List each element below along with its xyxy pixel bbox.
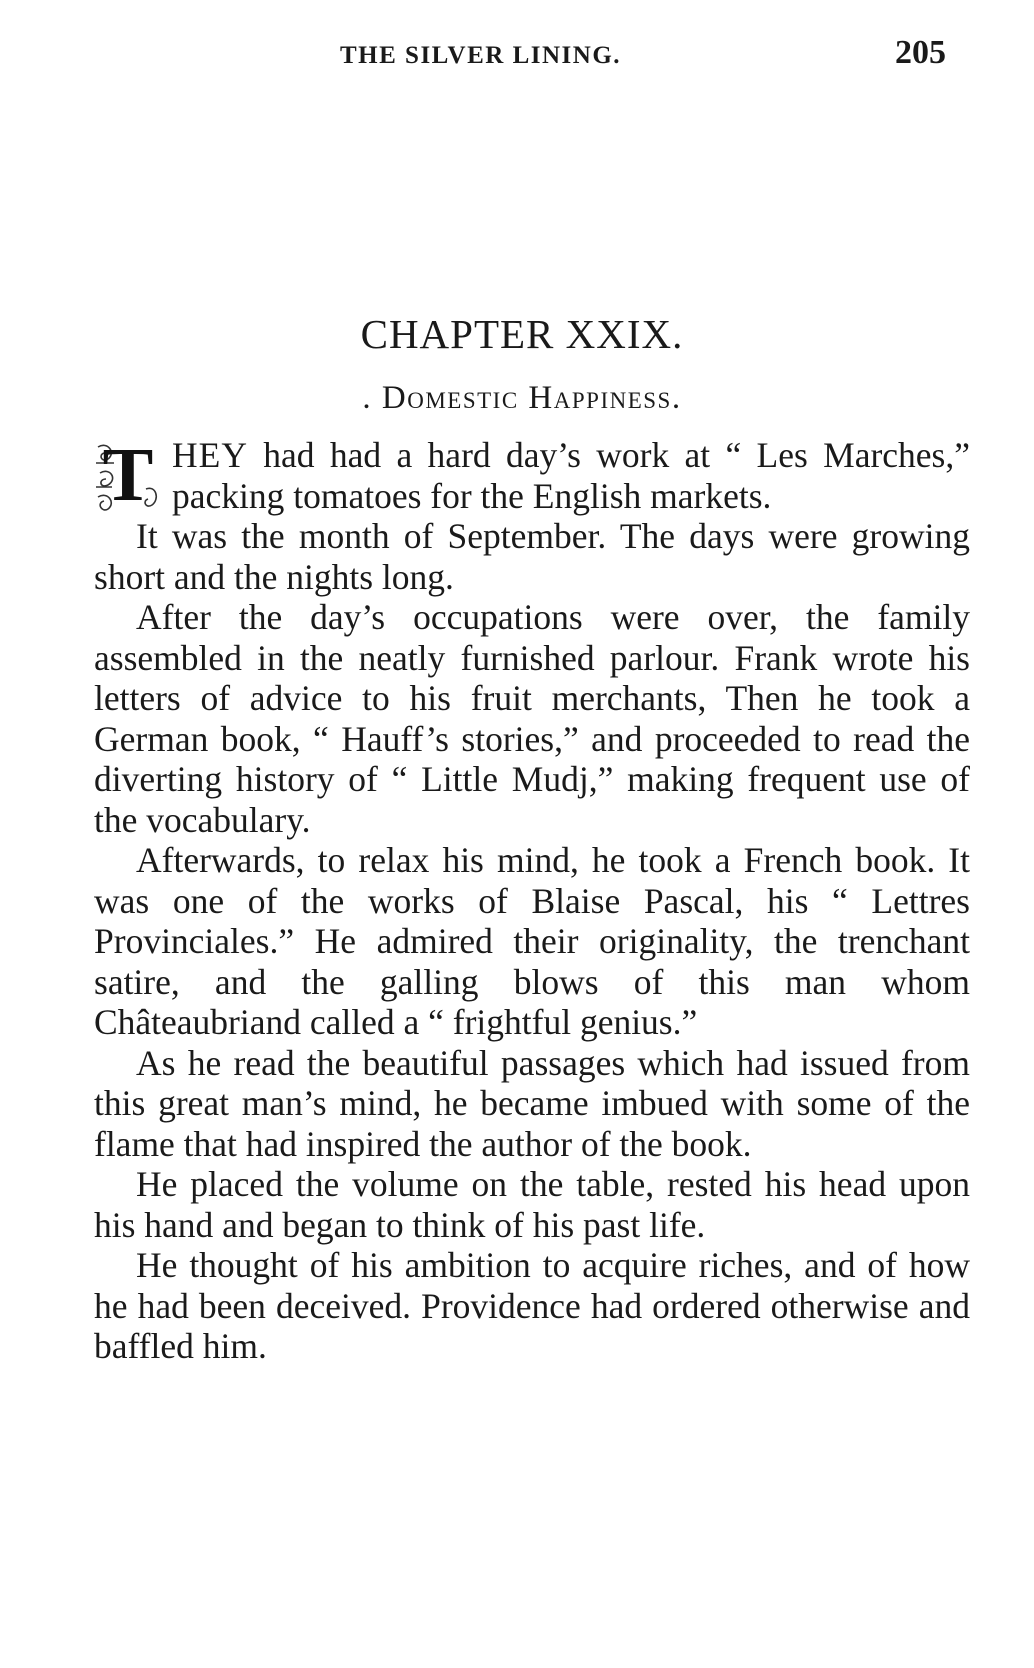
paragraph-4: Afterwards, to relax his mind, he took a French book. It was one of the works of Blaise Pascal, his “ Lettres Provinciales.” He admired their originality, the trenchant satire, and the galling blows of this man whom Châteaubriand called a “ frightful genius.” bbox=[94, 840, 970, 1042]
running-title: THE SILVER LINING. bbox=[340, 42, 622, 69]
chapter-body bbox=[94, 435, 970, 1367]
chapter-heading: CHAPTER XXIX. bbox=[360, 311, 684, 357]
decorated-initial bbox=[94, 433, 162, 517]
paragraph-7: He thought of his ambition to acquire riches, and of how he had been deceived. Providence had ordered otherwise and baffled him. bbox=[94, 1245, 970, 1366]
paragraph-6: He placed the volume on the table, rested his head upon his hand and began to think of his past life. bbox=[94, 1164, 970, 1245]
chapter-subtitle: . Domestic Happiness. bbox=[362, 380, 682, 416]
page-number: 205 bbox=[895, 34, 946, 71]
paragraph-1-text: had had a hard day’s work at “ Les Marches,” packing tomatoes for the English markets. bbox=[172, 435, 970, 516]
paragraph-5: As he read the beautiful passages which had issued from this great man’s mind, he became imbued with some of the flame that had inspired the author of the book. bbox=[94, 1042, 970, 1164]
paragraph-1 bbox=[94, 435, 970, 516]
paragraph-3: After the day’s occupations were over, the family assembled in the neatly furnished parlour. Frank wrote his letters of advice to his fruit merchants, Then he took a German book, “ Hauff’s stories,” and proceeded to read the diverting history of “ Little Mudj,” making frequent use of the vocabulary. bbox=[94, 597, 970, 840]
running-header bbox=[0, 34, 1034, 78]
paragraph-2: It was the month of September. The days were growing short and the nights long. bbox=[94, 516, 970, 597]
dropcap-letter: T bbox=[102, 433, 154, 517]
first-word: HEY bbox=[172, 435, 248, 475]
